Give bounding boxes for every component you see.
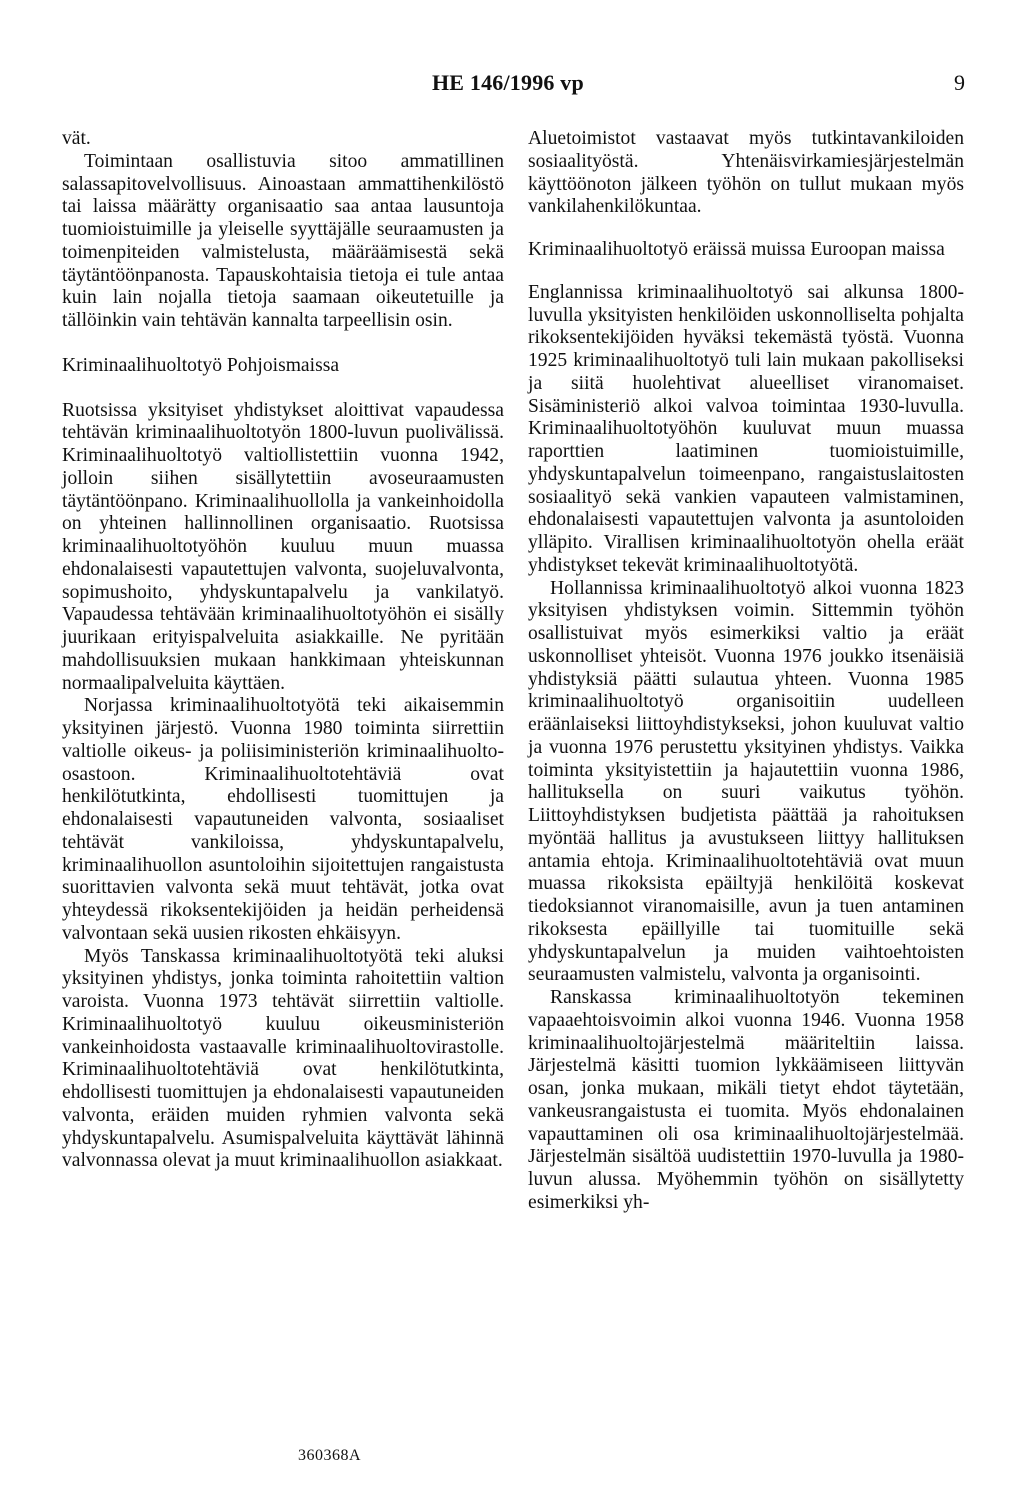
paragraph-sweden: Ruotsissa yksityiset yhdistykset aloittivat vapaudessa tehtävän kriminaalihuoltotyön 1800-luvun puolivälissä. Kriminaalihuoltotyö valtiollistettiin vuonna 1942, jolloin siihen sisällytettiin avoseuraamusten täytäntöönpano. Kriminaalihuollolla ja vankeinhoidolla on yhteinen hallinnollinen organisaatio. Ruotsissa kriminaalihuoltotyöhön kuuluu muun muassa ehdonalaisesti vapautettujen valvonta, suojeluvalvonta, sopimushoito, yhdyskuntapalvelu ja vankilatyö. Vapaudessa tehtävään kriminaalihuoltotyöhön ei sisälly juurikaan erityispalveluita asiakkaille. Ne pyritään mahdollisuuksien mukaan hankkimaan yhteiskunnan normaalipalveluita käyttäen. [62, 399, 504, 694]
running-header [0, 70, 1024, 100]
paragraph-norway: Norjassa kriminaalihuoltotyötä teki aikaisemmin yksityinen järjestö. Vuonna 1980 toiminta siirrettiin valtiolle oikeus- ja poliisiministeriön kriminaalihuolto-osastoon. Kriminaalihuoltotehtäviä ovat henkilötutkinta, ehdollisesti tuomittujen ja ehdonalaisesti vapautuneiden valvonta, sosiaaliset tehtävät vankiloissa, yhdyskuntapalvelu, kriminaalihuollon asuntoloihin sijoitettujen rangaistusta suorittavien valvonta sekä muut tehtävät, jotka ovat yhteydessä rikoksentekijöiden ja heidän perheidensä valvontaan sekä uusien rikosten ehkäisyyn. [62, 695, 504, 944]
paragraph-france: Ranskassa kriminaalihuoltotyön tekeminen vapaaehtoisvoimin alkoi vuonna 1946. Vuonna 1958 kriminaalihuoltojärjestelmä määriteltiin laissa. Järjestelmä käsitti tuomion lykkäämiseen liittyvän osan, jonka mukaan, mikäli tietyt ehdot täytetään, vankeusrangaistusta ei tuomita. Myös ehdonalainen vapauttaminen oli osa kriminaalihuoltojärjestelmää. Järjestelmän sisältöä uudistettiin 1970-luvulla ja 1980-luvun alussa. Myöhemmin työhön on sisällytetty esimerkiksi yh- [528, 987, 964, 1213]
page-number: 9 [954, 70, 965, 95]
right-column [528, 128, 964, 1215]
left-column [62, 128, 504, 1173]
paragraph-continuation: vät. [62, 128, 91, 149]
section-heading-europe: Kriminaalihuoltotyö eräissä muissa Euroopan maissa [528, 239, 945, 260]
paragraph-denmark: Myös Tanskassa kriminaalihuoltotyötä teki aluksi yksityinen yhdistys, jonka toiminta rahoitettiin valtion varoista. Vuonna 1973 tehtävät siirrettiin valtiolle. Kriminaalihuoltotyö kuuluu oikeusministeriön vankeinhoidosta vastaavalle kriminaalihuoltovirastolle. Kriminaalihuoltotehtäviä ovat henkilötutkinta, ehdollisesti tuomittujen ja ehdonalaisesti vapautuneiden valvonta, eräiden muiden ryhmien valvonta sekä yhdyskuntapalvelu. Asumispalveluita käyttävät lähinnä valvonnassa olevat ja muut kriminaalihuollon asiakkaat. [62, 945, 504, 1172]
document-id: HE 146/1996 vp [432, 70, 584, 95]
paragraph-england: Englannissa kriminaalihuoltotyö sai alkunsa 1800-luvulla yksityisten henkilöiden uskonnolliselta pohjalta rikoksentekijöiden hyväksi tekemästä työstä. Vuonna 1925 kriminaalihuoltotyö tuli lain mukaan pakolliseksi ja siitä huolehtivat alueelliset viranomaiset. Sisäministeriö alkoi valvoa toimintaa 1930-luvulla. Kriminaalihuoltotyöhön kuuluvat muun muassa raporttien laatiminen tuomioistuimille, yhdyskuntapalvelun toimeenpano, rangaistuslaitosten sosiaalityö sekä vankien vapauteen valmistaminen, ehdonalaisesti vapautettujen valvonta ja asuntoloiden ylläpito. Virallisen kriminaalihuoltotyön ohella eräät yhdistykset tekevät kriminaalihuoltotyötä. [528, 281, 964, 576]
section-heading-nordic: Kriminaalihuoltotyö Pohjoismaissa [62, 354, 340, 376]
print-code: 360368A [298, 1447, 362, 1464]
paragraph-netherlands: Hollannissa kriminaalihuoltotyö alkoi vuonna 1823 yksityisen yhdistyksen voimin. Sittemmin työhön osallistuivat myös esimerkiksi valtio ja eräät uskonnolliset yhteisöt. Vuonna 1976 joukko itsenäisiä yhdistyksiä päätti sulautua yhteen. Vuonna 1985 kriminaalihuoltotyö organisoitiin uudelleen eräänlaiseksi liittoyhdistykseksi, johon kuuluvat valtio ja vuonna 1976 perustettu yksityinen yhdistys. Vaikka toiminta yksityistettiin ja hajautettiin vuonna 1986, hallituksella on suuri vaikutus työhön. Liittoyhdistyksen budjetista päättää ja rahoituksen myöntää hallitus ja avustukseen liittyy hallituksen antamia ehtoja. Kriminaalihuoltotehtäviä ovat muun muassa rikoksista epäiltyjä henkilöitä koskevat tiedoksiannot viranomaisille, avun ja tuen antaminen rikoksesta epäillyille tai tuomituille sekä yhdyskuntapalvelun ja muiden vaihtoehtoisten seuraamusten valmistelu, valvonta ja organisointi. [528, 577, 964, 986]
paragraph-confidentiality: Toimintaan osallistuvia sitoo ammatillinen salassapitovelvollisuus. Ainoastaan ammattihenkilöstö tai laissa määrätty organisaatio saa antaa lausuntoja tuomioistuimille ja yleiselle syyttäjälle seuraamusten ja toimenpiteiden valmistelusta, määräämisestä sekä täytäntöönpanosta. Tapauskohtaisia tietoja ei tule antaa kuin lain nojalla tietoja saamaan oikeutetuille ja tällöinkin vain tehtävän kannalta tarpeellisin osin. [62, 150, 504, 331]
paragraph-regional-offices: Aluetoimistot vastaavat myös tutkintavankiloiden sosiaalityöstä. Yhtenäisvirkamiesjärjestelmän käyttöönoton jälkeen työhön on tullut mukaan myös vankilahenkilökuntaa. [528, 128, 964, 218]
